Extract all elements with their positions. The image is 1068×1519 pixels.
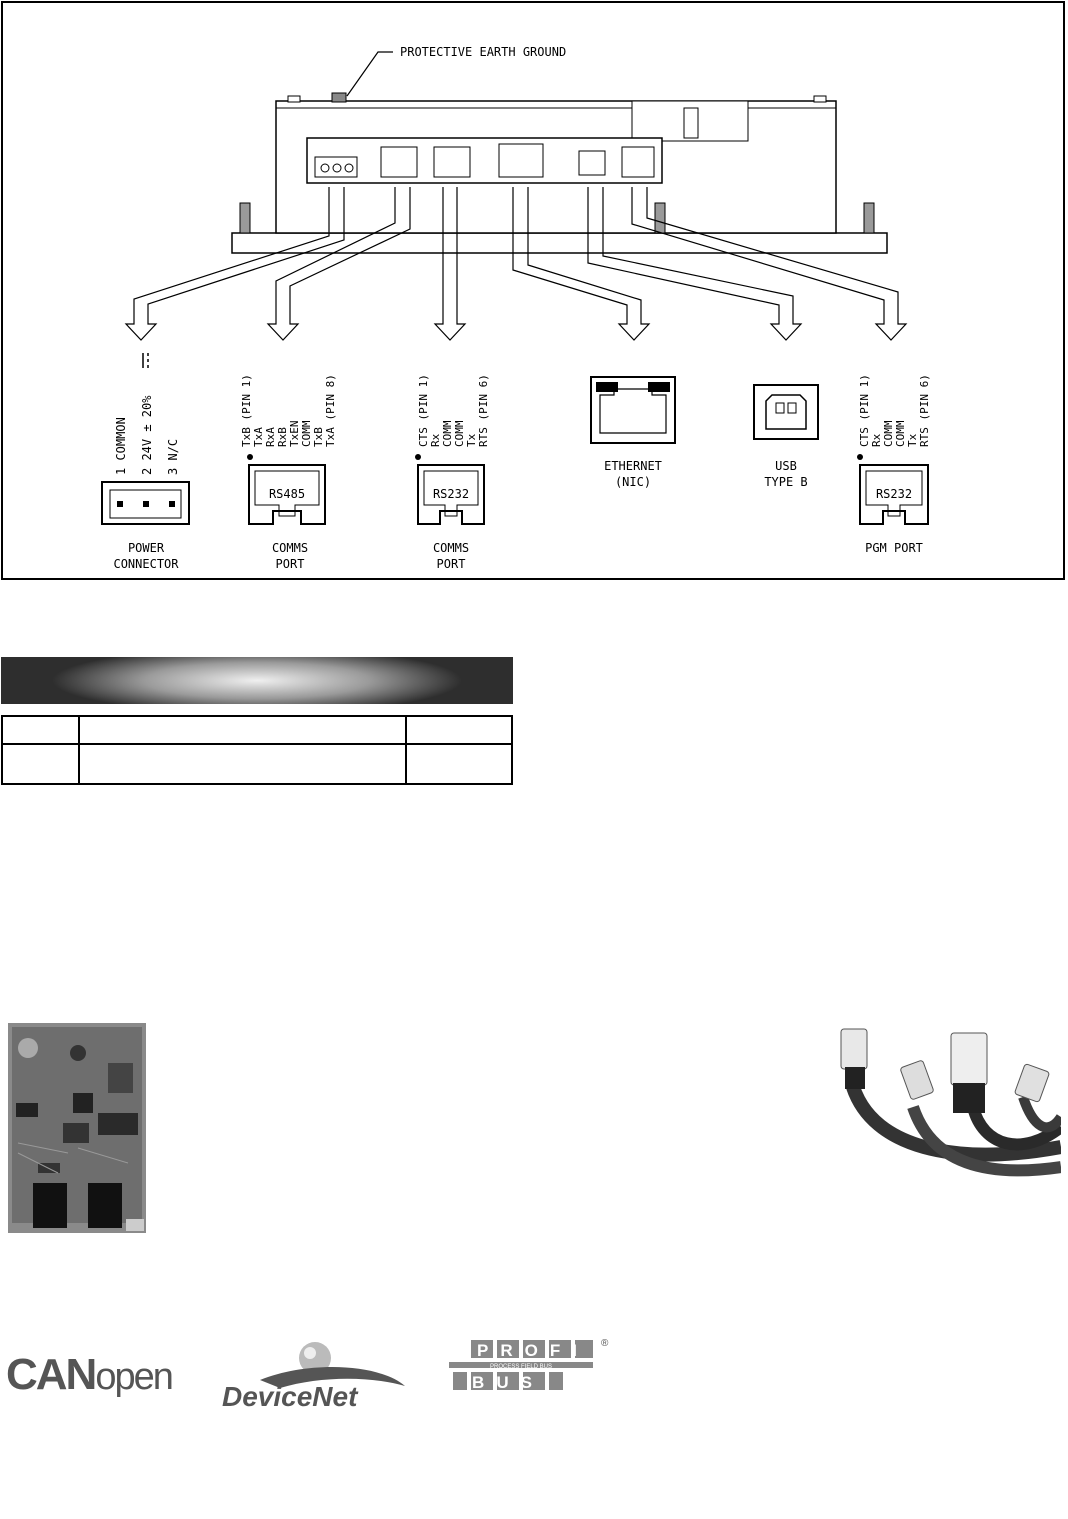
rs485-pin-7: TxB [312,427,325,447]
comms-port-rs232-section [415,374,490,571]
power-connector-section [102,353,189,571]
ethernet-caption-2: (NIC) [614,475,652,489]
canopen-logo [6,1345,188,1401]
table-cell [2,744,79,784]
devicenet-logo [220,1340,410,1412]
rs232-caption-1: COMMS [432,541,470,555]
rs485-pin-1: TxB (PIN 1) [240,374,253,447]
pgm-pin-2: Rx [870,433,883,447]
power-connector-icon [102,482,189,524]
pgm-pin-6: RTS (PIN 6) [918,374,931,447]
pgm-pin-4: COMM [894,420,907,447]
ethernet-cables-photo [833,1027,1061,1177]
power-caption-1: POWER [127,541,165,555]
rs485-jack-label: RS485 [268,487,306,501]
table-cell [79,744,406,784]
table-cell [406,744,512,784]
profibus-logo [449,1336,614,1406]
rs232-jack-label: RS232 [432,487,470,501]
pgm-pin-3: COMM [882,420,895,447]
comms-port-rs485-section [240,374,337,571]
rs485-caption-1: COMMS [271,541,309,555]
pgm-caption: PGM PORT [865,541,923,555]
rs485-pin-8: TxA (PIN 8) [324,374,337,447]
profibus-bottom-text: BUS [472,1373,544,1392]
port-diagram [0,0,1068,585]
pgm-port-section [857,374,931,555]
device-rear-view [232,93,887,253]
rs232-pin-3: COMM [441,420,454,447]
power-pin-1: 1 COMMON [114,417,128,475]
table-cell [79,716,406,744]
section-header-banner [1,657,513,704]
rs232-pin-4: COMM [453,420,466,447]
rs485-pin-6: COMM [300,420,313,447]
rs485-pin-4: RxB [276,427,289,447]
canopen-wordmark: CANopen [6,1350,172,1399]
usb-b-port-icon [754,385,818,439]
power-pin-2: 2 24V ± 20% [140,395,154,475]
pin1-dot-icon [415,454,421,460]
pin1-dot-icon [247,454,253,460]
rs232-pin-2: Rx [429,433,442,447]
profibus-top-text: PROFI [477,1341,589,1360]
rs232-pin-1: CTS (PIN 1) [417,374,430,447]
pcb-board-photo [8,1023,146,1233]
rs232-pin-6: RTS (PIN 6) [477,374,490,447]
ethernet-caption-1: ETHERNET [604,459,662,473]
pin1-dot-icon [857,454,863,460]
ethernet-section [591,377,675,489]
devicenet-wordmark: DeviceNet [222,1381,358,1412]
rs485-pin-5: TxEN [288,420,301,447]
rs485-pin-2: TxA [252,427,265,447]
pgm-jack-label: RS232 [875,487,913,501]
power-caption-2: CONNECTOR [113,557,179,571]
usb-caption-2: TYPE B [764,475,808,489]
dc-symbol-icon [143,353,148,368]
svg-text:®: ® [601,1338,609,1349]
table-row [2,744,512,784]
rs232-pin-5: Tx [465,433,478,447]
pgm-pin-5: Tx [906,433,919,447]
earth-ground-label: PROTECTIVE EARTH GROUND [400,45,567,59]
rs232-caption-2: PORT [436,557,466,571]
rs485-pin-3: RxA [264,427,277,447]
usb-section [754,385,818,489]
ethernet-jack-icon [591,377,675,443]
table-cell [2,716,79,744]
rs485-caption-2: PORT [275,557,305,571]
usb-caption-1: USB [775,459,797,473]
pgm-pin-1: CTS (PIN 1) [858,374,871,447]
spec-table [1,715,513,785]
profibus-small-text: PROCESS FIELD BUS [489,1364,553,1370]
table-row [2,716,512,744]
power-pin-3: 3 N/C [166,438,180,475]
table-cell [406,716,512,744]
